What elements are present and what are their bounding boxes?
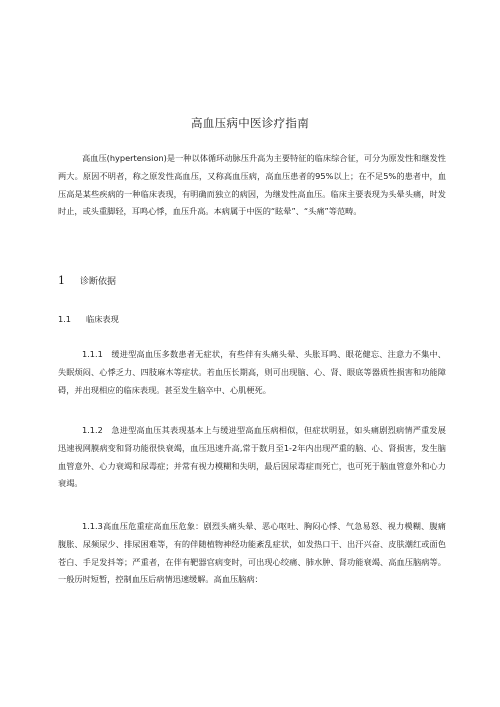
subsection-number: 1.1: [58, 314, 72, 324]
intro-text: 高血压(hypertension)是一种以体循环动脉压升高为主要特征的临床综合征，可分为原发性和继发性两大。原因不明者，称之原发性高血压，又称高血压病，高血压患者的95%以上；在不足5%的患者中，血压高是某些疾病的一种临床表现，有明确而独立的病因，为继发性高血压。临床主要表现为头晕头痛，时发时止，或头重脚轻，耳鸣心悸，血压升高。本病属于中医的“眩晕”、“头痛”等范畴。: [58, 153, 446, 217]
paragraph-1-1-3-text: 1.1.3高血压危重症高血压危象：剧烈头痛头晕、恶心呕吐、胸闷心悸、气急易怒、视力模糊、腹痛腹胀、尿频尿少、排尿困难等，有的伴随植物神经功能紊乱症状，如发热口干、出汗兴奋、皮肤潮红或面色苍白、手足发抖等；严重者，在伴有靶器官病变时，可出现心绞痛、肺水肿、肾功能衰竭、高血压脑病等。一般历时短暂，控制血压后病情迅速缓解。高血压脑病：: [58, 521, 446, 585]
section-heading-1: [58, 274, 116, 287]
paragraph-1-1-1-text: 1.1.1 缓进型高血压多数患者无症状，有些伴有头痛头晕、头胀耳鸣、眼花健忘、注意力不集中、失眠烦闷、心悸乏力、四肢麻木等症状。若血压长期高，则可出现脑、心、肾、眼底等器质性损害和功能障碍，并出现相应的临床表现。甚至发生脑卒中、心肌梗死。: [58, 349, 446, 395]
document-title: 高血压病中医诊疗指南: [191, 116, 309, 130]
paragraph-1-1-3: [58, 518, 446, 589]
paragraph-1-1-1: [58, 346, 446, 399]
section-heading-1-1: [58, 314, 119, 325]
paragraph-1-1-2: [58, 422, 446, 493]
paragraph-1-1-2-text: 1.1.2 急进型高血压其表现基本上与缓进型高血压病相似，但症状明显，如头痛剧烈病情严重发展迅速视网膜病变和肾功能很快衰竭，血压迅速升高,常于数月至1-2年内出现严重的脑、心、肾损害，发生脑血管意外、心力衰竭和尿毒症；并常有视力模糊和失明，最后因尿毒症而死亡，也可死于脑血管意外和心力衰竭。: [58, 425, 446, 489]
intro-paragraph: [58, 150, 446, 221]
section-number: 1: [58, 274, 65, 287]
subsection-title: 临床表现: [86, 314, 119, 324]
section-title: 诊断依据: [80, 277, 117, 287]
